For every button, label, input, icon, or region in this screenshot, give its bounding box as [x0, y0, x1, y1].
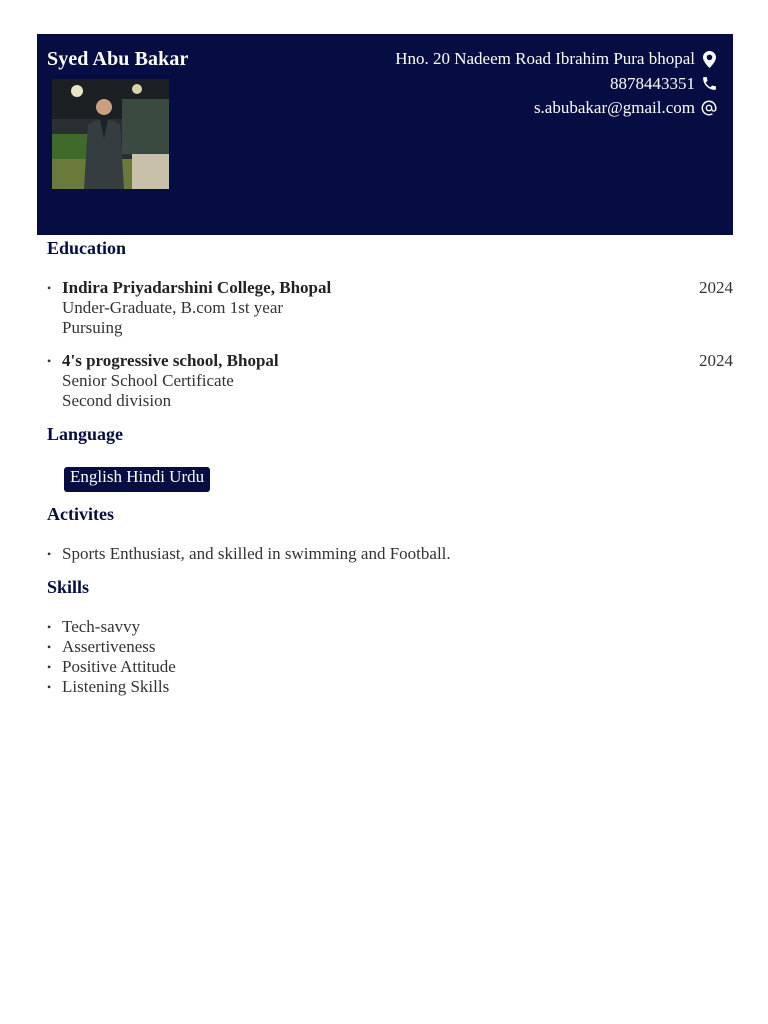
candidate-name: Syed Abu Bakar: [47, 48, 189, 70]
bullet: •: [47, 354, 52, 368]
at-sign-icon: [698, 99, 720, 117]
email-text: s.abubakar@gmail.com: [533, 98, 695, 118]
skills-heading: Skills: [47, 577, 90, 597]
activities-heading: Activites: [47, 504, 114, 524]
list-item: • Sports Enthusiast, and skilled in swimming and Football.: [47, 544, 451, 564]
list-item: • Positive Attitude: [47, 657, 176, 677]
education-year: 2024: [699, 278, 733, 297]
phone-row: [395, 72, 720, 97]
status: Second division: [62, 391, 172, 410]
email-row: [395, 96, 720, 121]
institution-name: Indira Priyadarshini College, Bhopal: [62, 278, 332, 297]
bullet: •: [47, 281, 52, 295]
phone-icon: [698, 75, 720, 92]
address-row: [395, 47, 720, 72]
education-year: 2024: [699, 351, 733, 370]
degree: Senior School Certificate: [62, 371, 234, 390]
education-details: [62, 278, 331, 338]
contact-info: [395, 47, 720, 121]
resume-header: [37, 34, 733, 235]
skills-list: [47, 617, 176, 697]
profile-photo: [52, 79, 169, 189]
education-heading: Education: [47, 238, 127, 258]
language-heading: Language: [47, 424, 124, 444]
education-details: [62, 351, 279, 411]
language-tag: English Hindi Urdu: [64, 467, 210, 492]
phone-text: 8878443351: [610, 73, 695, 93]
location-pin-icon: [698, 51, 720, 68]
degree: Under-Graduate, B.com 1st year: [62, 298, 284, 317]
institution-name: 4's progressive school, Bhopal: [62, 351, 279, 370]
activities-list: [47, 544, 451, 564]
address-text: Hno. 20 Nadeem Road Ibrahim Pura bhopal: [395, 49, 695, 69]
list-item: • Tech-savvy: [47, 617, 176, 637]
list-item: • Assertiveness: [47, 637, 176, 657]
status: Pursuing: [62, 318, 123, 337]
list-item: • Listening Skills: [47, 677, 176, 697]
